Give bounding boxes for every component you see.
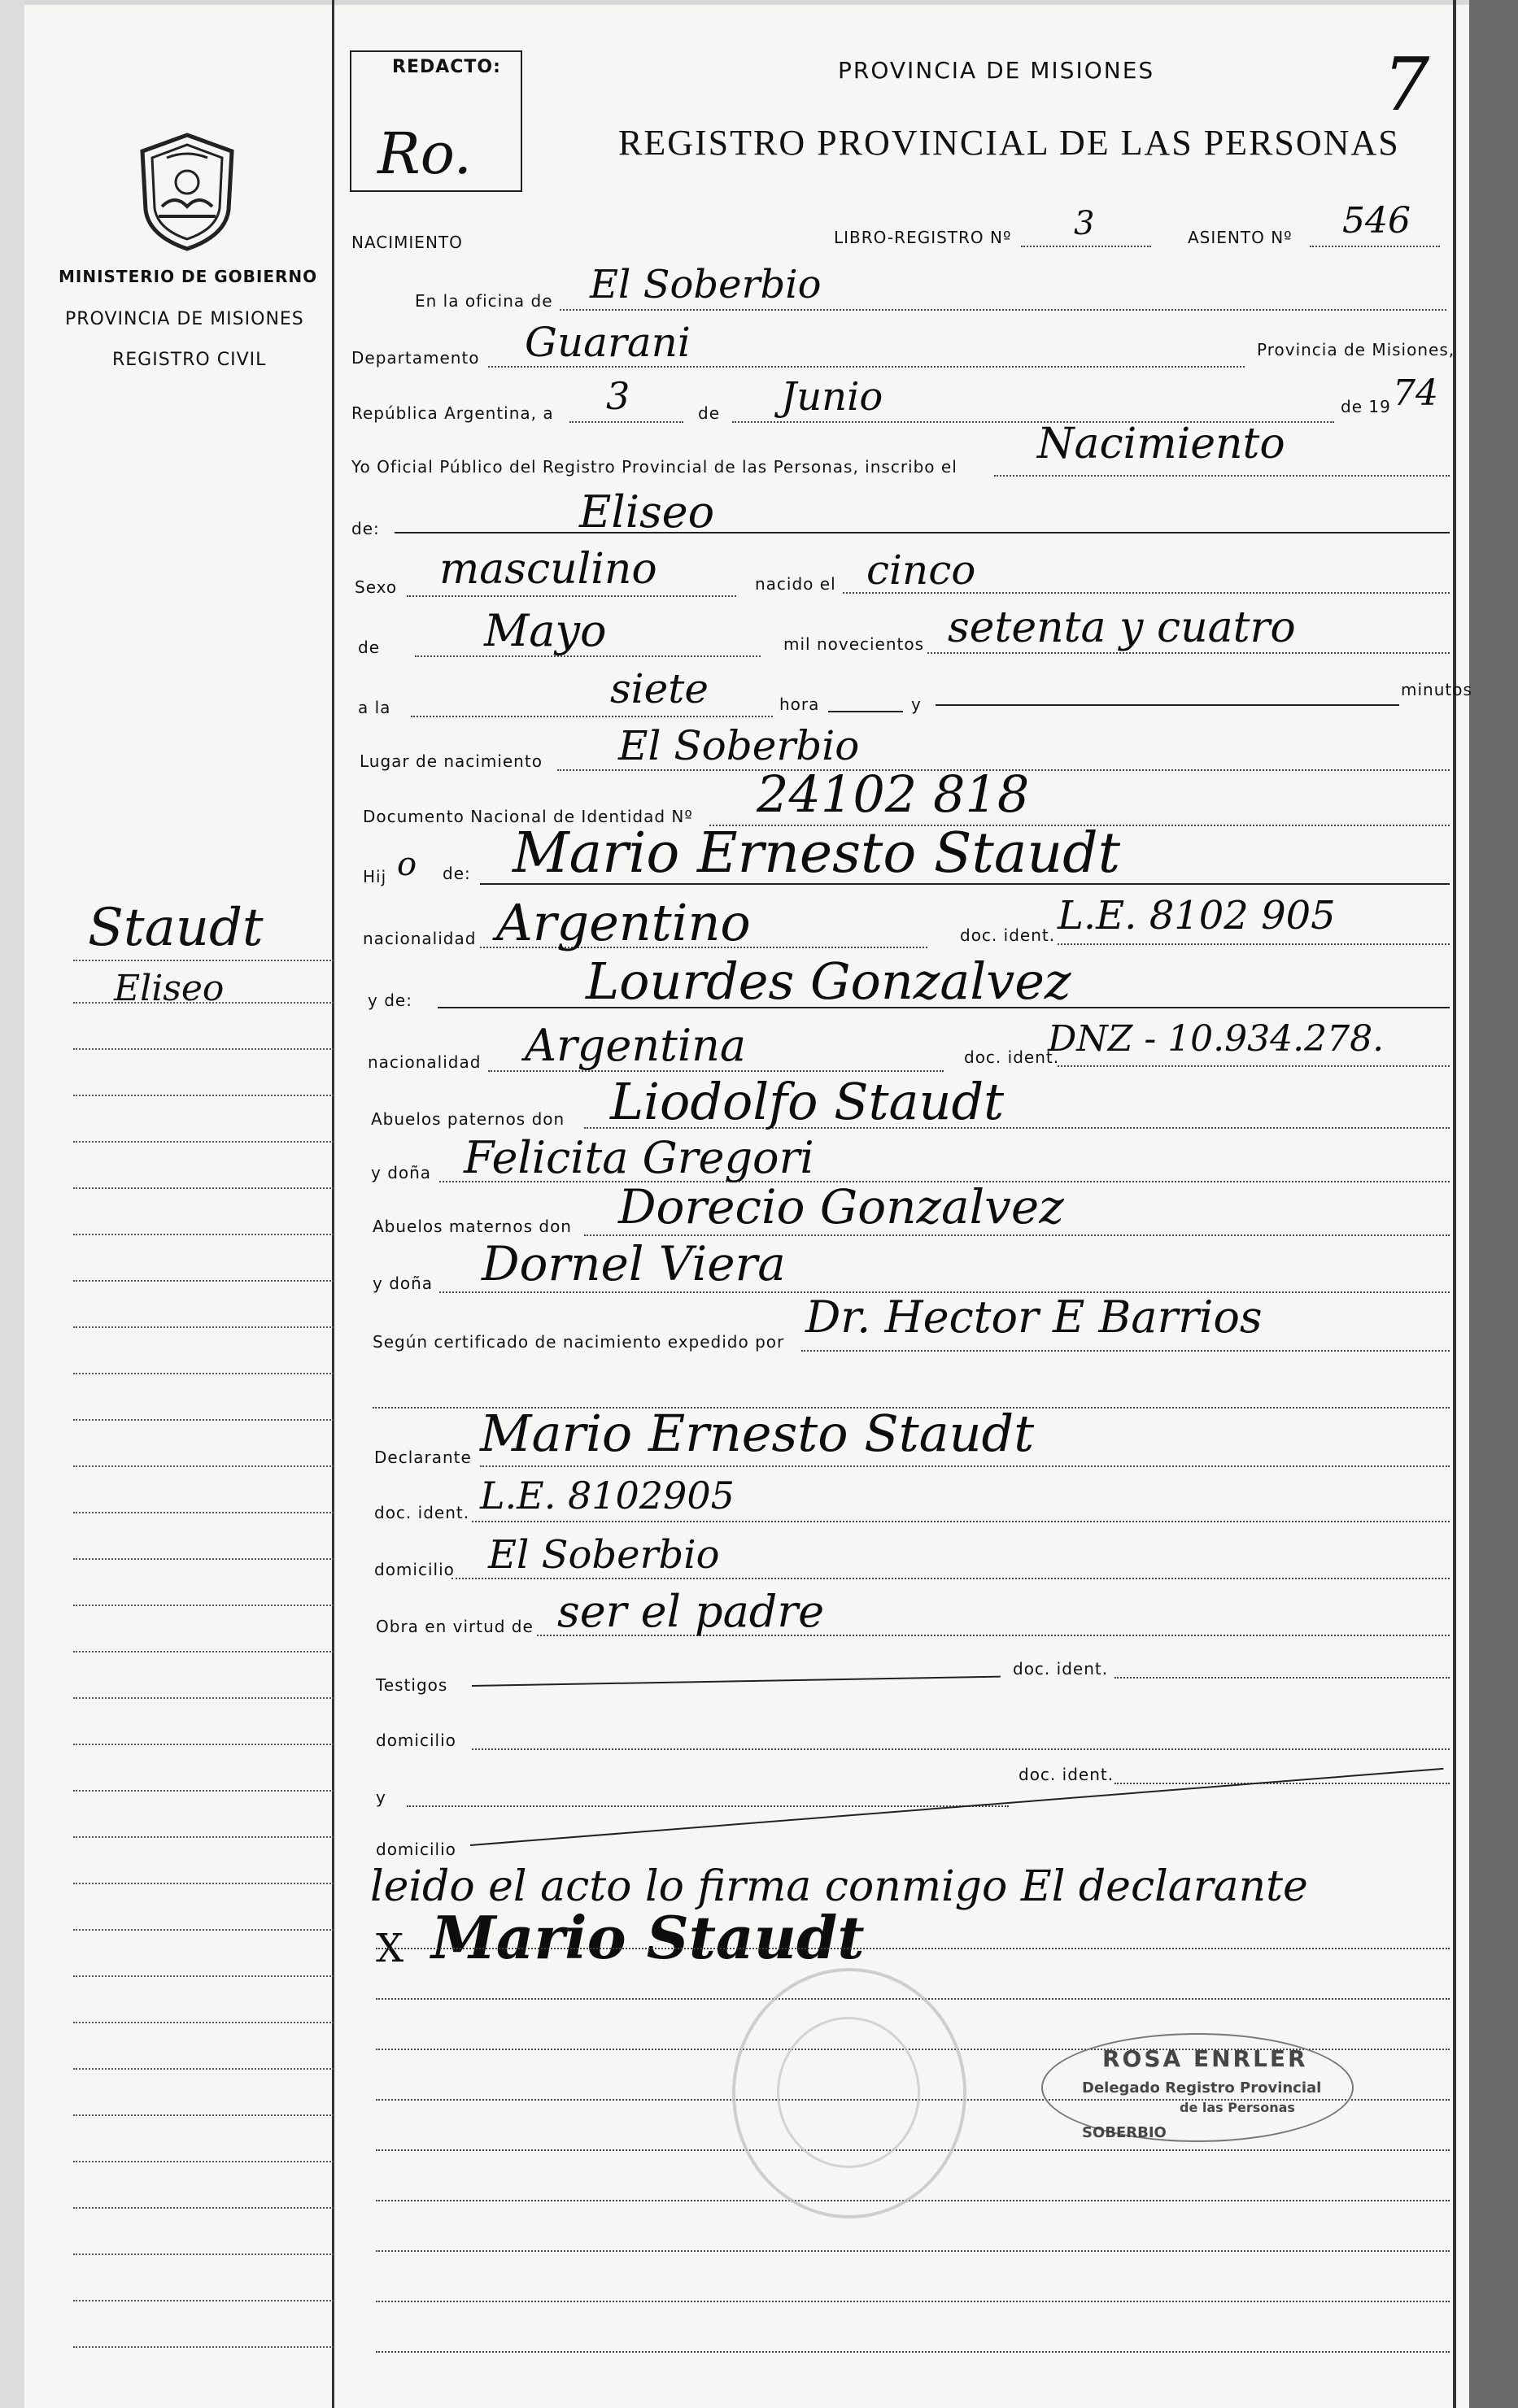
asiento-line [1310, 246, 1440, 247]
year-prefix: de 19 [1341, 397, 1391, 416]
lugar-value: El Soberbio [618, 722, 860, 769]
sidebar-registry: REGISTRO CIVIL [112, 350, 267, 370]
margin-rule [73, 2207, 334, 2209]
inscribo-line [994, 475, 1450, 477]
certificado-label: Según certificado de nacimiento expedido por [373, 1332, 785, 1352]
margin-rule [73, 1744, 334, 1745]
header-province: PROVINCIA DE MISIONES [838, 57, 1155, 84]
republica-label: República Argentina, a [351, 403, 554, 423]
day-line [569, 421, 683, 423]
sidebar-province: PROVINCIA DE MISIONES [65, 309, 304, 329]
margin-rule [73, 1929, 334, 1931]
dni-value: 24102 818 [757, 764, 1030, 824]
dni-label: Documento Nacional de Identidad Nº [363, 807, 693, 826]
hijo-de-label: de: [443, 864, 471, 883]
docw1-line [1115, 1677, 1450, 1679]
official-title-2: de las Personas [1180, 2100, 1295, 2115]
margin-rule [73, 1095, 334, 1096]
nac1-label: nacionalidad [363, 929, 477, 948]
de2-label: de: [351, 519, 380, 538]
minutos-label: minutos [1401, 680, 1472, 699]
domw1-line [472, 1748, 1450, 1750]
margin-rule [73, 1373, 334, 1374]
sexo-line [407, 595, 736, 597]
docw2-label: doc. ident. [1019, 1765, 1115, 1784]
provincia-label: Provincia de Misiones, [1257, 340, 1455, 359]
redacto-label: REDACTO: [392, 57, 501, 77]
abuelo-m-value: Dorecio Gonzalvez [618, 1179, 1064, 1234]
mil-label: mil novecientos [783, 634, 925, 654]
mother-value: Lourdes Gonzalvez [586, 951, 1071, 1011]
hora-value: siete [610, 665, 709, 712]
libro-value: 3 [1074, 205, 1095, 242]
margin-rule [73, 1558, 334, 1560]
oficina-value: El Soberbio [590, 262, 822, 307]
official-name: ROSA ENRLER [1102, 2045, 1308, 2072]
act-type-label: NACIMIENTO [351, 233, 463, 252]
hijo-suffix: o [397, 846, 417, 883]
inscribo-value: Nacimiento [1037, 420, 1285, 468]
sexo-value: masculino [439, 545, 657, 594]
domicilio-label: domicilio [374, 1560, 455, 1579]
margin-rule [73, 2346, 334, 2348]
nacido-value: cinco [866, 546, 976, 594]
provincial-seal-icon [134, 132, 240, 252]
declarante-label: Declarante [374, 1448, 472, 1467]
sidebar-ministry: MINISTERIO DE GOBIERNO [59, 267, 318, 286]
certificado-value: Dr. Hector E Barrios [805, 1291, 1263, 1343]
ala-label: a la [358, 698, 391, 717]
yde-label: y de: [368, 991, 412, 1010]
doc1-label: doc. ident. [960, 925, 1056, 945]
yw-label: y [376, 1787, 386, 1807]
declarant-signature: Mario Staudt [431, 1903, 865, 1972]
body-rule [376, 2250, 1450, 2252]
oficial-label: Yo Oficial Público del Registro Provincial de las Personas, inscribo el [351, 457, 957, 477]
abuela-m-value: Dornel Viera [482, 1236, 786, 1291]
departamento-line [488, 366, 1245, 368]
oficina-label: En la oficina de [415, 291, 553, 311]
day-value: 3 [606, 374, 630, 418]
right-edge [1469, 0, 1518, 2408]
docw2-line [1115, 1783, 1450, 1784]
de3-label: de [358, 638, 380, 657]
margin-rule [73, 1605, 334, 1606]
obra-value: ser el padre [557, 1586, 825, 1637]
margin-fold-line [332, 0, 334, 2408]
margin-rule [73, 1002, 334, 1004]
asiento-value: 546 [1342, 200, 1411, 242]
doc2-value: DNZ - 10.934.278. [1048, 1018, 1385, 1060]
body-rule [376, 1948, 1450, 1949]
margin-surname: Staudt [88, 898, 264, 958]
margin-given-name: Eliseo [114, 968, 225, 1009]
departamento-value: Guarani [525, 319, 691, 366]
hora-line [411, 716, 773, 717]
domicilio-line [451, 1578, 1450, 1579]
doc1-line [1058, 943, 1450, 945]
margin-rule [73, 1419, 334, 1421]
official-place: SOBERBIO [1082, 2124, 1167, 2141]
sexo-label: Sexo [355, 577, 398, 597]
docdecl-value: L.E. 8102905 [480, 1474, 735, 1518]
left-edge [0, 0, 24, 2408]
domicilio-value: El Soberbio [488, 1532, 720, 1578]
minutos-line [936, 704, 1399, 706]
docw1-label: doc. ident. [1013, 1659, 1109, 1679]
doc2-label: doc. ident. [964, 1047, 1060, 1067]
mes-value: Mayo [484, 605, 607, 656]
child-name-value: Eliseo [579, 486, 715, 538]
declarante-line [480, 1465, 1450, 1467]
margin-rule [73, 2253, 334, 2255]
margin-rule [73, 2068, 334, 2070]
month-value: Junio [781, 374, 883, 420]
body-rule [376, 2301, 1450, 2302]
folio-number: 7 [1383, 42, 1430, 128]
page-title: REGISTRO PROVINCIAL DE LAS PERSONAS [618, 123, 1400, 163]
libro-line [1021, 246, 1151, 247]
margin-rule [73, 1048, 334, 1050]
redacto-box [350, 50, 522, 192]
father-value: Mario Ernesto Staudt [513, 821, 1121, 886]
ydona2-label: y doña [373, 1274, 434, 1293]
docdecl-label: doc. ident. [374, 1503, 470, 1522]
oficina-line [560, 309, 1446, 311]
domw1-label: domicilio [376, 1731, 456, 1750]
margin-rule [73, 1836, 334, 1838]
body-rule [376, 2200, 1450, 2201]
margin-rule [73, 1465, 334, 1467]
departamento-label: Departamento [351, 348, 480, 368]
docdecl-line [472, 1521, 1450, 1522]
margin-rule [73, 1326, 334, 1328]
testigos-strike [472, 1676, 1001, 1687]
anio-value: setenta y cuatro [948, 603, 1296, 652]
redacto-value: Ro. [377, 120, 472, 187]
nac2-value: Argentina [525, 1020, 747, 1071]
year-value: 74 [1393, 372, 1438, 414]
hora-label: hora [779, 695, 820, 714]
closing-text: leido el acto lo firma conmigo El declarante [370, 1862, 1308, 1911]
asiento-label: ASIENTO Nº [1188, 228, 1293, 247]
de-label: de [698, 403, 720, 423]
lugar-label: Lugar de nacimiento [360, 751, 543, 771]
official-title: Delegado Registro Provincial [1082, 2079, 1322, 2097]
margin-rule [73, 2022, 334, 2023]
domw2-label: domicilio [376, 1840, 456, 1859]
margin-rule [73, 1234, 334, 1235]
doc1-value: L.E. 8102 905 [1058, 893, 1336, 938]
hijo-label: Hij [363, 867, 387, 886]
name-line [395, 532, 1450, 533]
nac2-label: nacionalidad [368, 1052, 482, 1072]
margin-rule [73, 1697, 334, 1699]
margin-rule [73, 1883, 334, 1884]
anio-line [927, 652, 1450, 654]
margin-rule [73, 2161, 334, 2162]
signature-mark: X [376, 1926, 404, 1971]
margin-rule [73, 1280, 334, 1282]
top-edge [0, 0, 1518, 5]
margin-rule [73, 1651, 334, 1653]
abuelos-m-label: Abuelos maternos don [373, 1217, 572, 1236]
right-rule [1453, 0, 1456, 2408]
margin-rule [73, 1975, 334, 1977]
abuelo-p-value: Liodolfo Staudt [610, 1072, 1005, 1131]
margin-rule [73, 1790, 334, 1792]
margin-rule [73, 2114, 334, 2116]
margin-rule [73, 1512, 334, 1513]
nacido-label: nacido el [755, 574, 836, 594]
margin-rule [73, 1141, 334, 1143]
round-stamp-inner-ring [777, 2017, 920, 2168]
margin-rule [73, 2300, 334, 2301]
body-rule [376, 2351, 1450, 2353]
yw-line [407, 1805, 1009, 1807]
testigos-label: Testigos [376, 1675, 448, 1695]
nac1-value: Argentino [496, 893, 751, 952]
abuela-p-value: Felicita Gregori [464, 1132, 814, 1183]
abuelos-p-label: Abuelos paternos don [371, 1109, 565, 1129]
margin-rule [73, 1187, 334, 1189]
doc2-line [1058, 1065, 1450, 1067]
ydona1-label: y doña [371, 1163, 432, 1182]
margin-line [73, 960, 334, 961]
declarante-value: Mario Ernesto Staudt [480, 1404, 1035, 1463]
certificado-line [801, 1350, 1450, 1352]
obra-label: Obra en virtud de [376, 1617, 534, 1636]
libro-label: LIBRO-REGISTRO Nº [834, 228, 1012, 247]
hora-dash [828, 711, 903, 712]
y-label: y [911, 695, 922, 714]
